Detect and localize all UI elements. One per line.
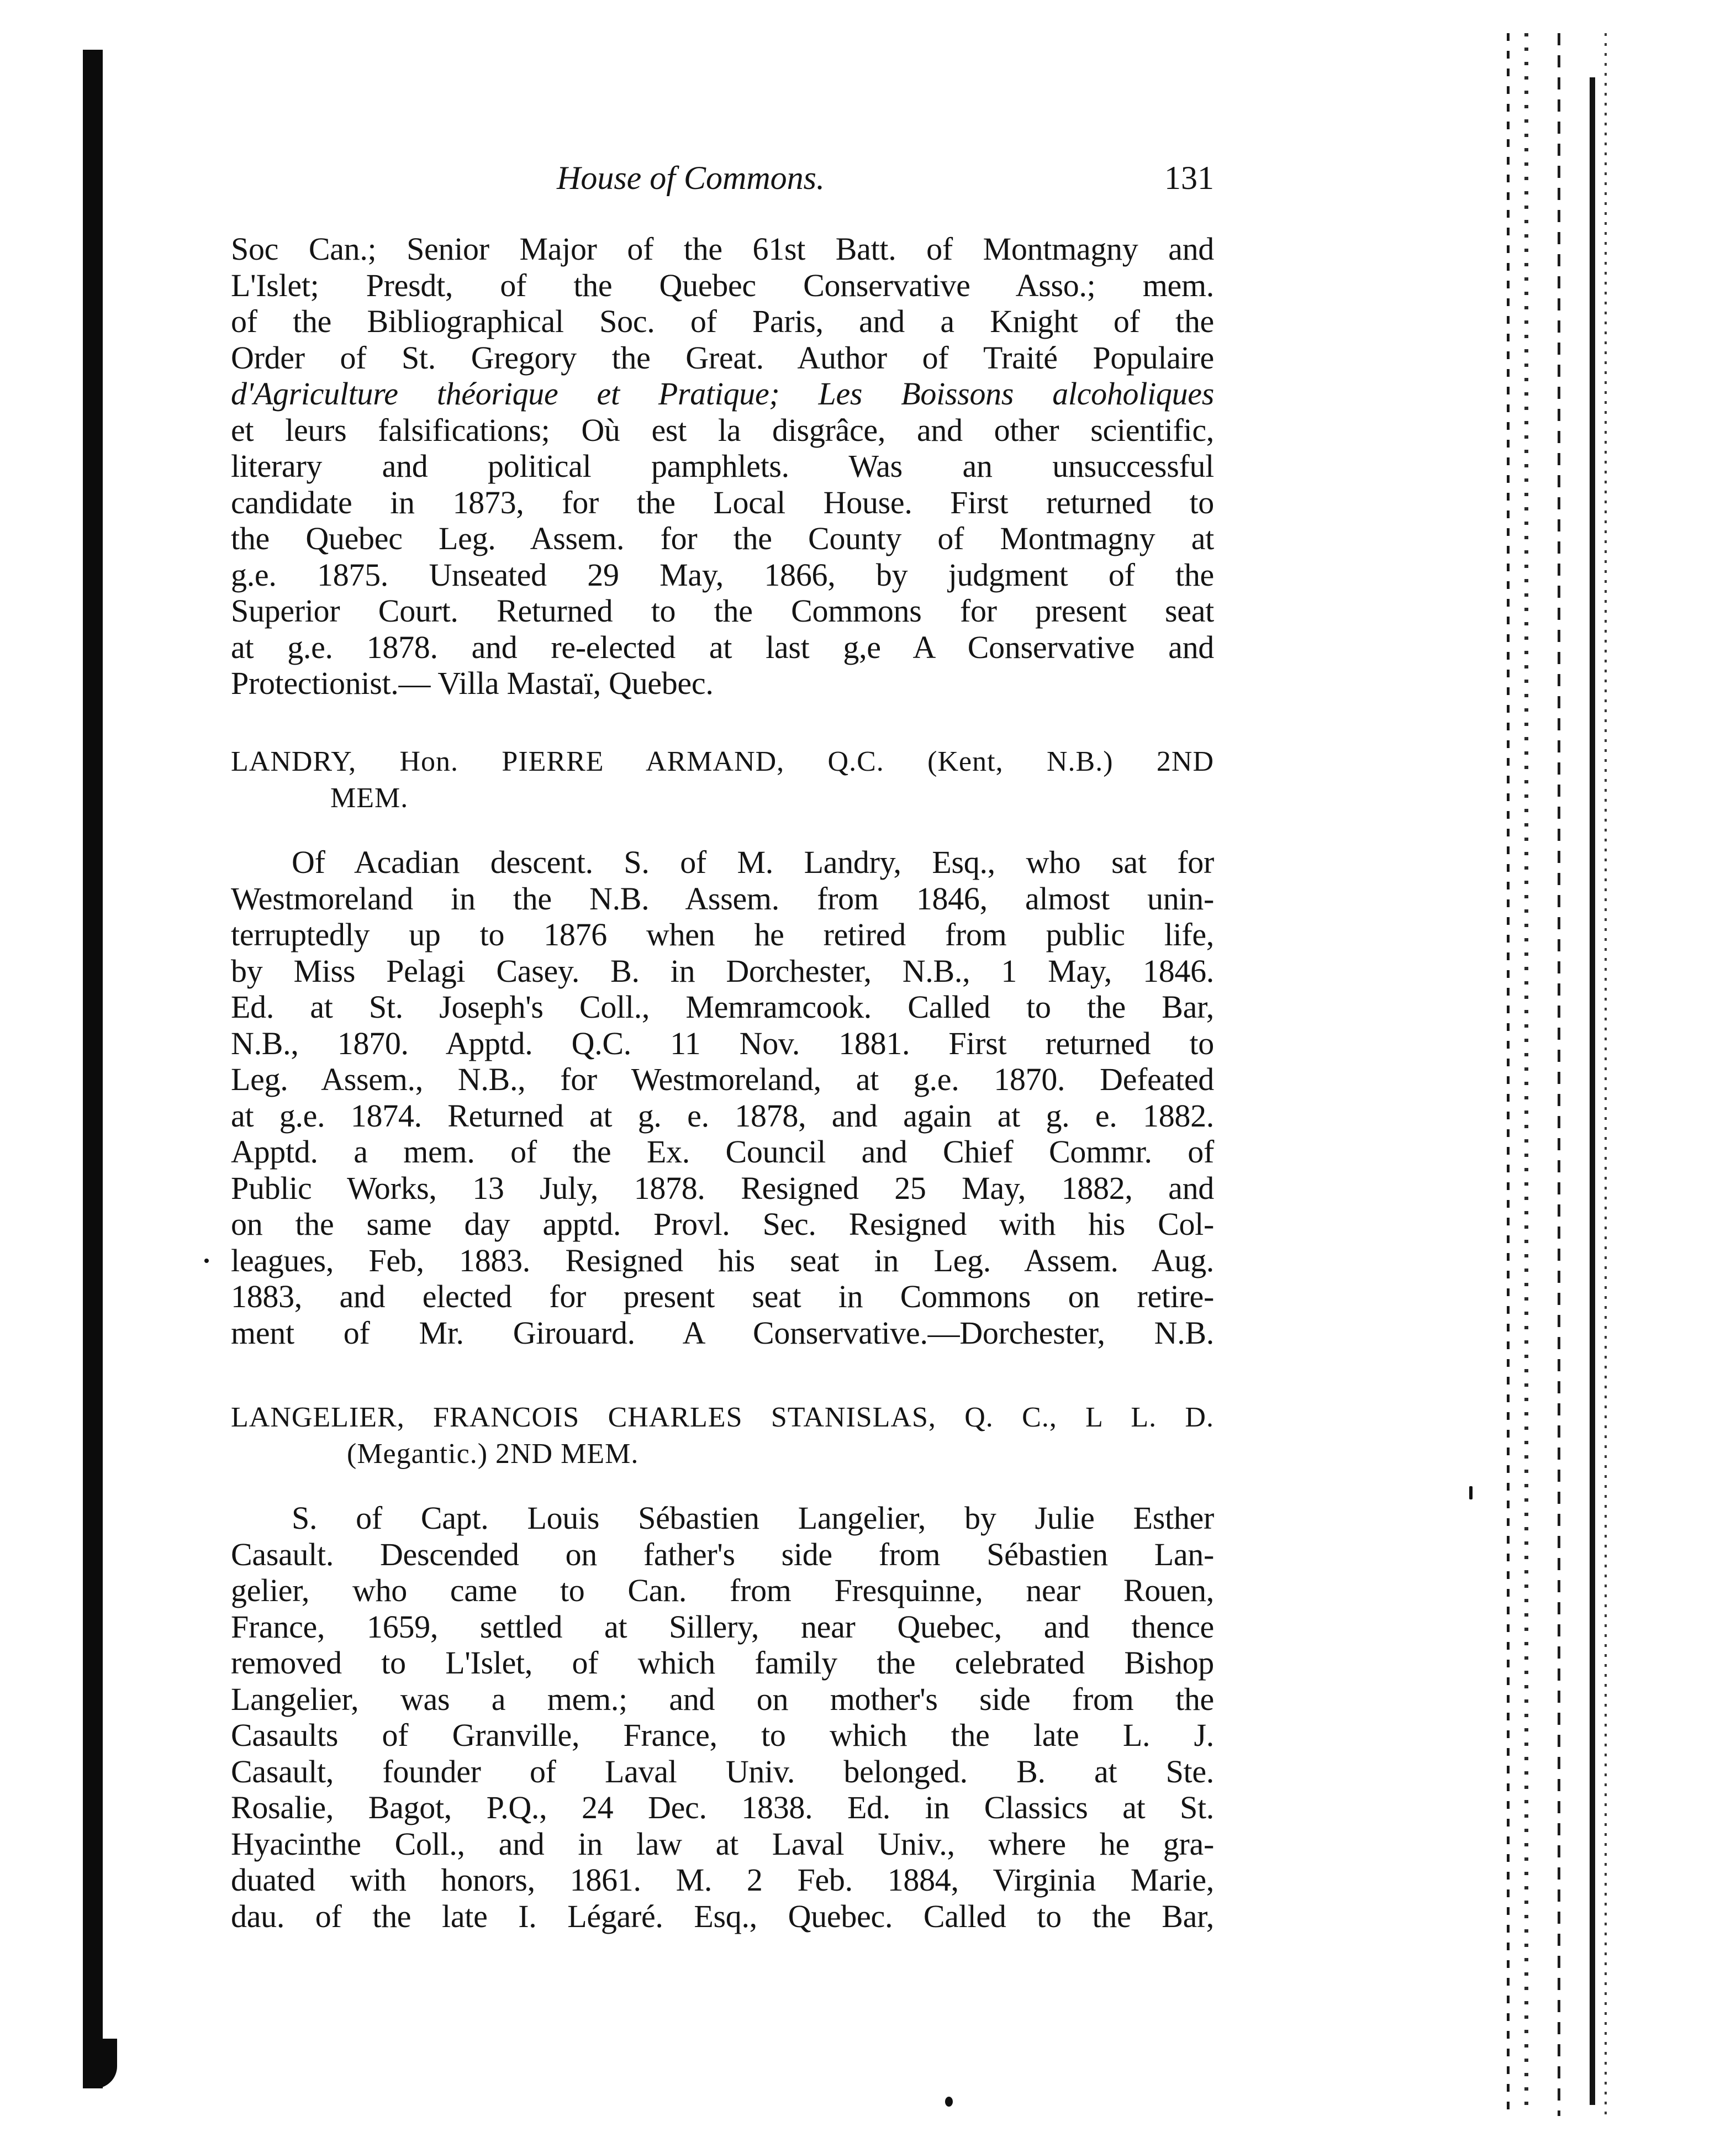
text-line: on the same day apptd. Provl. Sec. Resigned with his Col-: [231, 1206, 1214, 1242]
running-head: [231, 156, 1214, 200]
text-line: Casaults of Granville, France, to which the late L. J.: [231, 1717, 1214, 1753]
text-line: Of Acadian descent. S. of M. Landry, Esq., who sat for: [292, 844, 1214, 880]
text-line: Protectionist.— Villa Mastaï, Quebec.: [231, 665, 714, 701]
text-line: Leg. Assem., N.B., for Westmoreland, at g.e. 1870. Defeated: [231, 1061, 1214, 1097]
text-line: Westmoreland in the N.B. Assem. from 1846, almost unin-: [231, 880, 1214, 917]
text-line: 1883, and elected for present seat in Commons on retire-: [231, 1278, 1214, 1314]
text-line: of the Bibliographical Soc. of Paris, and a Knight of the: [231, 303, 1214, 339]
heading-line: LANGELIER, FRANCOIS CHARLES STANISLAS, Q. C., L L. D.: [231, 1402, 1214, 1433]
text-line: ment of Mr. Girouard. A Conservative.—Dorchester, N.B.: [231, 1314, 1214, 1351]
heading-line: LANDRY, Hon. PIERRE ARMAND, Q.C. (Kent, N.B.) 2ND: [231, 746, 1214, 777]
page-edge-noise: [1558, 33, 1560, 2116]
text-line: g.e. 1875. Unseated 29 May, 1866, by judgment of the: [231, 556, 1214, 593]
text-line: France, 1659, settled at Sillery, near Quebec, and thence: [231, 1608, 1214, 1645]
text-line: dau. of the late I. Légaré. Esq., Quebec. Called to the Bar,: [231, 1898, 1214, 1934]
text-line: Ed. at St. Joseph's Coll., Memramcook. Called to the Bar,: [231, 989, 1214, 1025]
page-number: 131: [1164, 160, 1214, 196]
text-line: Order of St. Gregory the Great. Author of Traité Populaire: [231, 339, 1214, 376]
binding-edge-tip: [89, 2039, 117, 2088]
text-line: Casault. Descended on father's side from Sébastien Lan-: [231, 1536, 1214, 1572]
biography-langelier: [231, 1500, 1214, 1934]
entry-heading-landry: [231, 744, 1214, 817]
text-line: Apptd. a mem. of the Ex. Council and Chief Commr. of: [231, 1134, 1214, 1170]
text-line: Langelier, was a mem.; and on mother's side from the: [231, 1681, 1214, 1717]
text-line: leagues, Feb, 1883. Resigned his seat in Leg. Assem. Aug.: [231, 1242, 1214, 1278]
page-edge-noise: [1524, 33, 1528, 2116]
text-line: by Miss Pelagi Casey. B. in Dorchester, N.B., 1 May, 1846.: [231, 952, 1214, 989]
text-line: d'Agriculture théorique et Pratique; Les Boissons alcoholiques: [231, 376, 1214, 412]
page-edge-noise: [1605, 33, 1607, 2116]
text-line: Hyacinthe Coll., and in law at Laval Univ., where he gra-: [231, 1825, 1214, 1862]
text-line: N.B., 1870. Apptd. Q.C. 11 Nov. 1881. First returned to: [231, 1025, 1214, 1061]
text-line: L'Islet; Presdt, of the Quebec Conservative Asso.; mem.: [231, 267, 1214, 303]
heading-line: (Megantic.) 2ND MEM.: [347, 1438, 639, 1470]
text-line: duated with honors, 1861. M. 2 Feb. 1884, Virginia Marie,: [231, 1862, 1214, 1898]
text-line: Public Works, 13 July, 1878. Resigned 25 May, 1882, and: [231, 1170, 1214, 1206]
heading-line: MEM.: [330, 782, 409, 814]
text-line: et leurs falsifications; Où est la disgrâce, and other scientific,: [231, 412, 1214, 448]
page-edge-noise: [1590, 77, 1595, 2105]
text-line: Casault, founder of Laval Univ. belonged. B. at Ste.: [231, 1753, 1214, 1789]
text-line: at g.e. 1874. Returned at g. e. 1878, and again at g. e. 1882.: [231, 1097, 1214, 1134]
text-line: the Quebec Leg. Assem. for the County of Montmagny at: [231, 520, 1214, 556]
text-line: terruptedly up to 1876 when he retired from public life,: [231, 917, 1214, 952]
scan-speck: [945, 2097, 953, 2107]
text-line: gelier, who came to Can. from Fresquinne, near Rouen,: [231, 1572, 1214, 1608]
text-line: literary and political pamphlets. Was an unsuccessful: [231, 448, 1214, 484]
text-line: candidate in 1873, for the Local House. First returned to: [231, 484, 1214, 520]
text-line: Superior Court. Returned to the Commons for present seat: [231, 593, 1214, 629]
page-edge-noise: [1507, 33, 1510, 2116]
text-line: Rosalie, Bagot, P.Q., 24 Dec. 1838. Ed. in Classics at St.: [231, 1789, 1214, 1825]
text-line: removed to L'Islet, of which family the celebrated Bishop: [231, 1645, 1214, 1681]
biography-continuation: [231, 231, 1214, 702]
scan-speck: [204, 1259, 209, 1263]
text-line: S. of Capt. Louis Sébastien Langelier, by Julie Esther: [292, 1500, 1214, 1536]
scan-speck: [1469, 1486, 1473, 1499]
text-line: Soc Can.; Senior Major of the 61st Batt. of Montmagny and: [231, 231, 1214, 267]
running-head-title: House of Commons.: [557, 160, 825, 196]
binding-edge: [83, 50, 103, 2088]
text-line: at g.e. 1878. and re-elected at last g,e A Conservative and: [231, 629, 1214, 665]
biography-landry: [231, 844, 1214, 1351]
entry-heading-langelier: [231, 1399, 1214, 1472]
